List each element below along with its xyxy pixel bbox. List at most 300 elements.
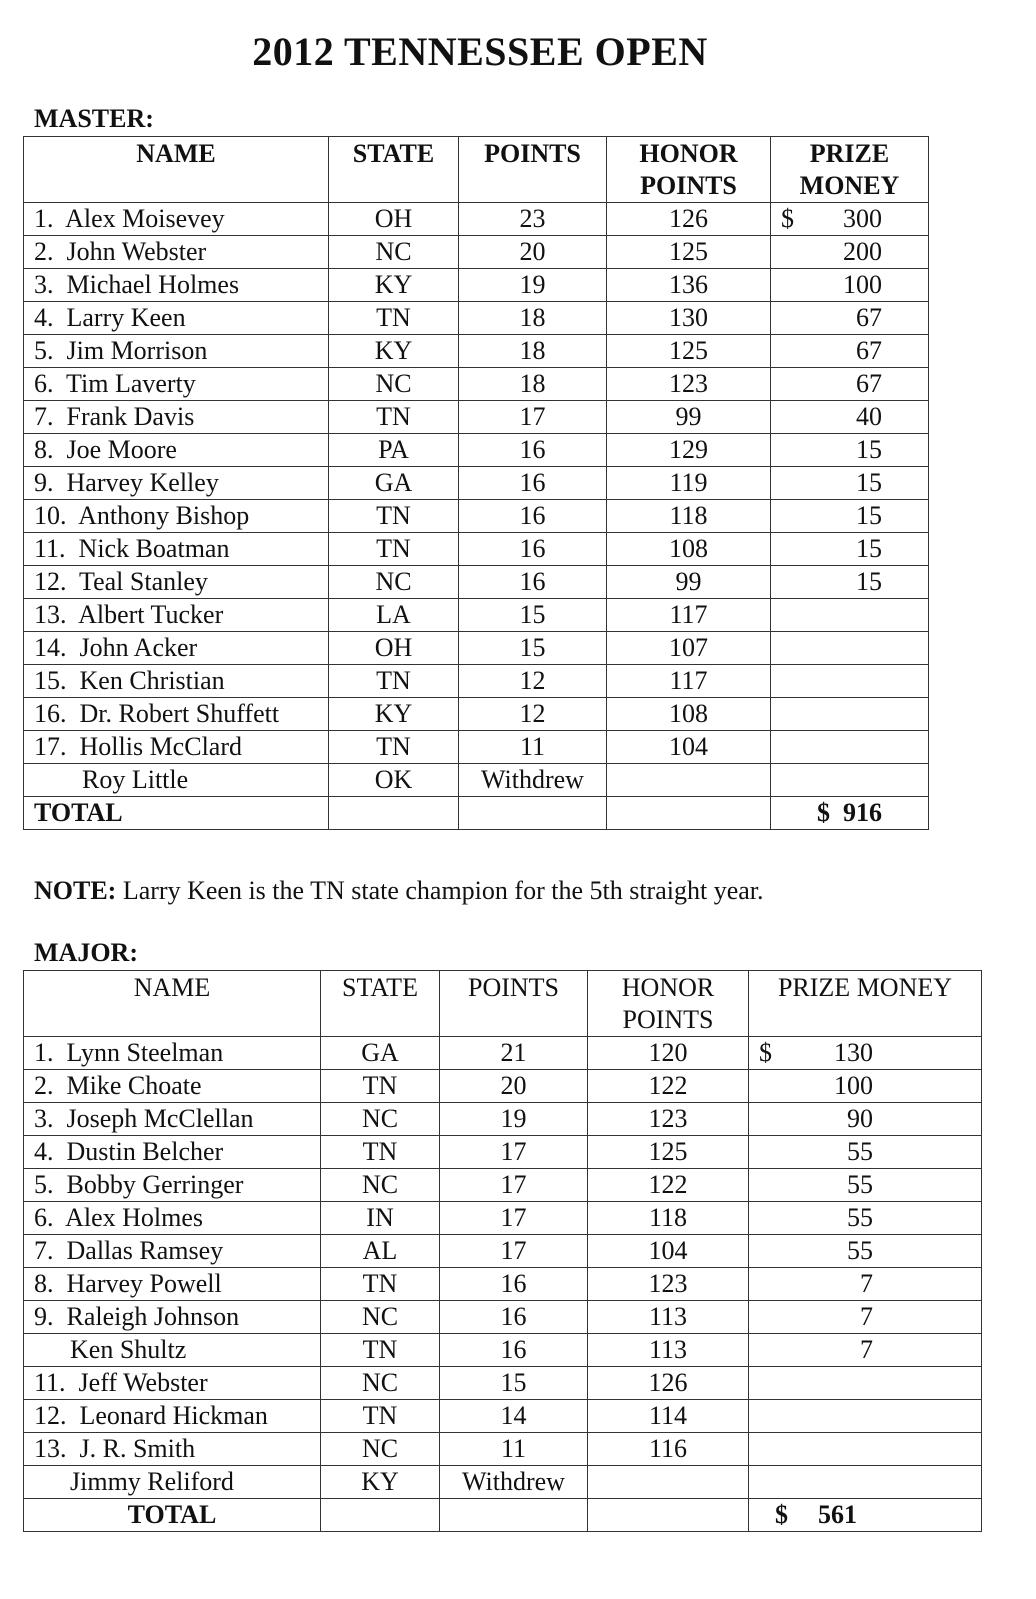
major-cell-honor: 122 <box>588 1070 749 1103</box>
master-header-prize: PRIZE MONEY <box>771 137 929 203</box>
major-cell-state: NC <box>321 1367 440 1400</box>
master-cell-prize-value: 300 <box>843 204 882 233</box>
major-table-row <box>24 1169 982 1202</box>
master-cell-rank: 4. <box>34 303 54 332</box>
master-cell-player: Joe Moore <box>66 435 177 464</box>
major-cell-prize <box>749 1169 982 1202</box>
master-cell-points: 18 <box>459 302 607 335</box>
master-cell-rank: 8. <box>34 435 54 464</box>
master-cell-rank: 7. <box>34 402 54 431</box>
master-cell-state: TN <box>329 302 459 335</box>
major-cell-rank: 5. <box>34 1170 54 1199</box>
major-table-row <box>24 1301 982 1334</box>
master-cell-rank: 3. <box>34 270 54 299</box>
major-cell-prize-value: 55 <box>847 1203 873 1232</box>
master-cell-rank: 6. <box>34 369 54 398</box>
master-cell-state: PA <box>329 434 459 467</box>
major-cell-honor: 116 <box>588 1433 749 1466</box>
major-header-honor: HONOR POINTS <box>588 971 749 1037</box>
master-cell-name <box>24 665 329 698</box>
major-cell-state: TN <box>321 1334 440 1367</box>
master-cell-player: Ken Christian <box>79 666 225 695</box>
major-cell-state: AL <box>321 1235 440 1268</box>
master-cell-name <box>24 731 329 764</box>
major-cell-prize-value: 100 <box>834 1071 873 1100</box>
master-table-row <box>24 698 929 731</box>
master-total-row <box>24 797 929 830</box>
major-cell-points: 21 <box>440 1037 588 1070</box>
master-header-row <box>24 137 929 203</box>
major-cell-rank: 8. <box>34 1269 54 1298</box>
major-cell-points: 17 <box>440 1202 588 1235</box>
major-cell-prize-value: 7 <box>860 1302 873 1331</box>
major-table-body <box>24 1037 982 1499</box>
master-cell-honor: 107 <box>607 632 771 665</box>
page-title: 2012 TENNESSEE OPEN <box>252 29 708 74</box>
master-cell-name <box>24 203 329 236</box>
master-cell-name <box>24 566 329 599</box>
master-cell-player: John Acker <box>79 633 198 662</box>
major-cell-state: TN <box>321 1136 440 1169</box>
master-cell-honor: 117 <box>607 665 771 698</box>
major-cell-prize <box>749 1268 982 1301</box>
master-cell-state: KY <box>329 698 459 731</box>
master-cell-state: LA <box>329 599 459 632</box>
master-cell-prize <box>771 500 929 533</box>
major-cell-points: 11 <box>440 1433 588 1466</box>
major-cell-name <box>24 1268 321 1301</box>
master-cell-prize <box>771 368 929 401</box>
major-cell-points: 16 <box>440 1268 588 1301</box>
major-cell-state: NC <box>321 1169 440 1202</box>
master-cell-honor: 99 <box>607 401 771 434</box>
master-total-prize: $ 916 <box>771 797 929 830</box>
master-cell-state: TN <box>329 533 459 566</box>
master-cell-name <box>24 533 329 566</box>
master-cell-player: Michael Holmes <box>66 270 240 299</box>
major-cell-rank: 3. <box>34 1104 54 1133</box>
master-cell-player: Dr. Robert Shuffett <box>79 699 280 728</box>
major-cell-state: NC <box>321 1103 440 1136</box>
major-cell-state: TN <box>321 1400 440 1433</box>
master-cell-points: 18 <box>459 368 607 401</box>
major-cell-name <box>24 1367 321 1400</box>
master-cell-player: Larry Keen <box>66 303 186 332</box>
master-cell-player: Anthony Bishop <box>78 501 250 530</box>
master-cell-prize-value: 40 <box>856 402 882 431</box>
major-cell-name <box>24 1334 321 1367</box>
master-cell-prize <box>771 764 929 797</box>
master-cell-prize-value: 67 <box>856 336 882 365</box>
major-cell-prize <box>749 1334 982 1367</box>
master-cell-rank: 12. <box>34 567 67 596</box>
master-cell-prize <box>771 467 929 500</box>
master-table-row <box>24 368 929 401</box>
major-cell-player: Jimmy Reliford <box>70 1467 234 1496</box>
master-cell-name <box>24 764 329 797</box>
master-cell-prize-value: 15 <box>856 567 882 596</box>
major-cell-name <box>24 1466 321 1499</box>
master-cell-prize-value: 15 <box>856 534 882 563</box>
master-cell-points: Withdrew <box>459 764 607 797</box>
master-cell-points: 18 <box>459 335 607 368</box>
master-table-row <box>24 599 929 632</box>
major-cell-state: KY <box>321 1466 440 1499</box>
major-total-label: TOTAL <box>24 1499 321 1532</box>
major-header-row <box>24 971 982 1037</box>
major-cell-rank: 4. <box>34 1137 54 1166</box>
master-cell-rank: 1. <box>34 204 54 233</box>
major-cell-player: Ken Shultz <box>70 1335 187 1364</box>
major-cell-state: IN <box>321 1202 440 1235</box>
master-cell-prize <box>771 632 929 665</box>
major-table-row <box>24 1400 982 1433</box>
major-cell-prize <box>749 1433 982 1466</box>
master-table-row <box>24 236 929 269</box>
master-cell-rank: 9. <box>34 468 54 497</box>
master-cell-honor: 99 <box>607 566 771 599</box>
master-cell-state: NC <box>329 236 459 269</box>
major-table-row <box>24 1202 982 1235</box>
major-cell-honor: 126 <box>588 1367 749 1400</box>
major-cell-state: NC <box>321 1301 440 1334</box>
master-cell-rank: 13. <box>34 600 67 629</box>
master-cell-rank: 11. <box>34 534 66 563</box>
master-cell-honor: 108 <box>607 698 771 731</box>
master-cell-player: Teal Stanley <box>79 567 208 596</box>
major-cell-prize-value: 130 <box>834 1038 873 1067</box>
master-cell-honor <box>607 764 771 797</box>
major-cell-player: Jeff Webster <box>78 1368 208 1397</box>
major-cell-prize <box>749 1367 982 1400</box>
master-cell-name <box>24 302 329 335</box>
major-cell-name <box>24 1202 321 1235</box>
master-cell-player: Jim Morrison <box>66 336 208 365</box>
master-table-row <box>24 269 929 302</box>
major-cell-name <box>24 1136 321 1169</box>
major-cell-player: Dustin Belcher <box>66 1137 224 1166</box>
major-cell-points: 17 <box>440 1136 588 1169</box>
major-header-prize: PRIZE MONEY <box>749 971 982 1037</box>
major-cell-prize <box>749 1037 982 1070</box>
master-cell-player: Alex Moisevey <box>65 204 225 233</box>
master-cell-points: 16 <box>459 467 607 500</box>
major-cell-honor <box>588 1466 749 1499</box>
major-cell-prize-value: 55 <box>847 1236 873 1265</box>
master-cell-name <box>24 368 329 401</box>
master-cell-honor: 129 <box>607 434 771 467</box>
major-cell-prize <box>749 1400 982 1433</box>
master-cell-rank: 14. <box>34 633 67 662</box>
master-cell-prize <box>771 665 929 698</box>
master-cell-name <box>24 599 329 632</box>
master-header-honor: HONOR POINTS <box>607 137 771 203</box>
master-cell-points: 15 <box>459 632 607 665</box>
major-cell-honor: 114 <box>588 1400 749 1433</box>
master-cell-name <box>24 269 329 302</box>
master-cell-prize <box>771 203 929 236</box>
major-cell-honor: 113 <box>588 1334 749 1367</box>
master-table-row <box>24 731 929 764</box>
major-table <box>23 970 982 1532</box>
major-cell-prize <box>749 1136 982 1169</box>
master-cell-player: Albert Tucker <box>78 600 224 629</box>
master-cell-prize-value: 100 <box>843 270 882 299</box>
major-cell-prize <box>749 1235 982 1268</box>
major-cell-prize-value: 55 <box>847 1170 873 1199</box>
major-cell-state: TN <box>321 1070 440 1103</box>
master-cell-points: 16 <box>459 434 607 467</box>
master-cell-points: 19 <box>459 269 607 302</box>
major-table-row <box>24 1466 982 1499</box>
major-cell-player: Leonard Hickman <box>79 1401 268 1430</box>
master-header-name: NAME <box>24 137 329 203</box>
major-cell-points: 16 <box>440 1301 588 1334</box>
master-cell-rank: 5. <box>34 336 54 365</box>
major-cell-name <box>24 1301 321 1334</box>
master-cell-state: TN <box>329 500 459 533</box>
major-table-row <box>24 1433 982 1466</box>
note <box>34 876 764 906</box>
major-cell-prize-value: 7 <box>860 1269 873 1298</box>
major-cell-rank: 7. <box>34 1236 54 1265</box>
master-cell-prize <box>771 269 929 302</box>
note-text: Larry Keen is the TN state champion for the 5th straight year. <box>122 876 764 905</box>
master-cell-player: John Webster <box>66 237 207 266</box>
major-cell-player: Raleigh Johnson <box>66 1302 240 1331</box>
master-cell-prize-value: 67 <box>856 369 882 398</box>
major-cell-rank: 9. <box>34 1302 54 1331</box>
master-cell-player: Roy Little <box>82 765 189 794</box>
master-cell-name <box>24 401 329 434</box>
major-cell-points: Withdrew <box>440 1466 588 1499</box>
major-cell-honor: 113 <box>588 1301 749 1334</box>
master-cell-points: 15 <box>459 599 607 632</box>
master-table-row <box>24 467 929 500</box>
master-cell-rank: 17. <box>34 732 67 761</box>
master-cell-honor: 119 <box>607 467 771 500</box>
master-cell-points: 17 <box>459 401 607 434</box>
master-cell-state: NC <box>329 566 459 599</box>
major-cell-name <box>24 1070 321 1103</box>
master-cell-prize-value: 15 <box>856 501 882 530</box>
master-cell-prize <box>771 401 929 434</box>
master-table-row <box>24 764 929 797</box>
master-header-state: STATE <box>329 137 459 203</box>
master-cell-name <box>24 467 329 500</box>
major-cell-honor: 118 <box>588 1202 749 1235</box>
master-cell-honor: 117 <box>607 599 771 632</box>
major-cell-state: NC <box>321 1433 440 1466</box>
master-cell-player: Tim Laverty <box>66 369 196 398</box>
master-table-row <box>24 500 929 533</box>
master-table-row <box>24 632 929 665</box>
major-cell-player: Harvey Powell <box>66 1269 222 1298</box>
major-header-state: STATE <box>321 971 440 1037</box>
major-cell-points: 17 <box>440 1235 588 1268</box>
master-header-points: POINTS <box>459 137 607 203</box>
master-cell-prize <box>771 236 929 269</box>
major-cell-rank: 1. <box>34 1038 54 1067</box>
master-table-row <box>24 302 929 335</box>
master-cell-points: 20 <box>459 236 607 269</box>
master-table-body <box>24 203 929 797</box>
master-cell-rank: 2. <box>34 237 54 266</box>
master-cell-honor: 104 <box>607 731 771 764</box>
major-cell-name <box>24 1037 321 1070</box>
master-cell-player: Hollis McClard <box>79 732 242 761</box>
major-cell-points: 15 <box>440 1367 588 1400</box>
major-cell-dollar: $ <box>759 1038 772 1067</box>
major-cell-prize-value: 7 <box>860 1335 873 1364</box>
master-table-row <box>24 203 929 236</box>
master-total-label: TOTAL <box>24 797 329 830</box>
major-cell-state: GA <box>321 1037 440 1070</box>
master-table <box>23 136 929 830</box>
master-cell-points: 11 <box>459 731 607 764</box>
master-cell-player: Nick Boatman <box>78 534 230 563</box>
major-table-row <box>24 1367 982 1400</box>
master-cell-prize <box>771 335 929 368</box>
master-cell-prize <box>771 434 929 467</box>
major-cell-prize <box>749 1103 982 1136</box>
major-cell-rank: 12. <box>34 1401 67 1430</box>
major-table-row <box>24 1136 982 1169</box>
major-cell-rank: 13. <box>34 1434 67 1463</box>
major-cell-player: Joseph McClellan <box>66 1104 254 1133</box>
master-cell-rank: 16. <box>34 699 67 728</box>
master-cell-prize-value: 15 <box>856 468 882 497</box>
master-cell-prize-value: 15 <box>856 435 882 464</box>
master-table-row <box>24 533 929 566</box>
major-cell-prize <box>749 1301 982 1334</box>
master-cell-honor: 123 <box>607 368 771 401</box>
major-cell-name <box>24 1400 321 1433</box>
major-cell-rank: 6. <box>34 1203 54 1232</box>
master-table-row <box>24 335 929 368</box>
note-label: NOTE: <box>34 876 117 905</box>
master-cell-honor: 126 <box>607 203 771 236</box>
major-cell-name <box>24 1103 321 1136</box>
master-cell-state: TN <box>329 731 459 764</box>
major-cell-player: J. R. Smith <box>79 1434 196 1463</box>
master-cell-state: KY <box>329 335 459 368</box>
major-cell-prize <box>749 1070 982 1103</box>
master-table-row <box>24 665 929 698</box>
master-cell-prize <box>771 731 929 764</box>
master-cell-state: OH <box>329 203 459 236</box>
master-cell-name <box>24 335 329 368</box>
master-cell-state: KY <box>329 269 459 302</box>
master-cell-points: 12 <box>459 698 607 731</box>
major-cell-prize <box>749 1466 982 1499</box>
master-cell-player: Harvey Kelley <box>66 468 219 497</box>
master-cell-prize <box>771 566 929 599</box>
master-cell-state: OH <box>329 632 459 665</box>
major-table-row <box>24 1268 982 1301</box>
master-cell-state: TN <box>329 401 459 434</box>
major-cell-state: TN <box>321 1268 440 1301</box>
master-cell-rank: 15. <box>34 666 67 695</box>
major-cell-points: 20 <box>440 1070 588 1103</box>
major-table-row <box>24 1334 982 1367</box>
major-cell-points: 16 <box>440 1334 588 1367</box>
master-cell-points: 16 <box>459 533 607 566</box>
major-cell-player: Mike Choate <box>66 1071 202 1100</box>
master-cell-honor: 125 <box>607 236 771 269</box>
major-cell-player: Alex Holmes <box>65 1203 203 1232</box>
master-cell-prize <box>771 599 929 632</box>
major-total-row <box>24 1499 982 1532</box>
master-cell-prize <box>771 698 929 731</box>
master-cell-dollar: $ <box>781 204 794 233</box>
master-cell-prize-value: 67 <box>856 303 882 332</box>
major-cell-player: Lynn Steelman <box>66 1038 224 1067</box>
master-cell-name <box>24 632 329 665</box>
master-cell-name <box>24 434 329 467</box>
master-section-label: MASTER: <box>34 104 154 133</box>
major-cell-honor: 122 <box>588 1169 749 1202</box>
major-cell-points: 14 <box>440 1400 588 1433</box>
major-cell-honor: 120 <box>588 1037 749 1070</box>
master-cell-name <box>24 698 329 731</box>
master-cell-honor: 118 <box>607 500 771 533</box>
master-table-row <box>24 401 929 434</box>
major-header-points: POINTS <box>440 971 588 1037</box>
major-cell-player: Dallas Ramsey <box>66 1236 224 1265</box>
master-cell-prize <box>771 302 929 335</box>
master-cell-points: 23 <box>459 203 607 236</box>
master-cell-prize <box>771 533 929 566</box>
major-cell-name <box>24 1169 321 1202</box>
major-cell-points: 17 <box>440 1169 588 1202</box>
major-cell-rank: 2. <box>34 1071 54 1100</box>
major-cell-honor: 104 <box>588 1235 749 1268</box>
major-cell-prize <box>749 1202 982 1235</box>
master-cell-state: NC <box>329 368 459 401</box>
major-cell-name <box>24 1235 321 1268</box>
major-cell-prize-value: 90 <box>847 1104 873 1133</box>
master-cell-honor: 108 <box>607 533 771 566</box>
master-cell-name <box>24 500 329 533</box>
major-cell-points: 19 <box>440 1103 588 1136</box>
master-cell-rank: 10. <box>34 501 67 530</box>
master-cell-name <box>24 236 329 269</box>
master-cell-prize-value: 200 <box>843 237 882 266</box>
major-cell-honor: 125 <box>588 1136 749 1169</box>
major-header-name: NAME <box>24 971 321 1037</box>
master-cell-player: Frank Davis <box>66 402 195 431</box>
master-cell-state: OK <box>329 764 459 797</box>
major-total-prize: $ 561 <box>749 1499 982 1532</box>
major-cell-honor: 123 <box>588 1268 749 1301</box>
major-table-row <box>24 1103 982 1136</box>
master-cell-state: TN <box>329 665 459 698</box>
master-cell-points: 16 <box>459 500 607 533</box>
major-section-label: MAJOR: <box>34 938 138 967</box>
master-cell-points: 16 <box>459 566 607 599</box>
major-cell-honor: 123 <box>588 1103 749 1136</box>
major-cell-prize-value: 55 <box>847 1137 873 1166</box>
major-table-row <box>24 1070 982 1103</box>
master-cell-honor: 130 <box>607 302 771 335</box>
master-cell-honor: 136 <box>607 269 771 302</box>
master-cell-points: 12 <box>459 665 607 698</box>
major-cell-rank: 11. <box>34 1368 66 1397</box>
master-table-row <box>24 566 929 599</box>
major-cell-player: Bobby Gerringer <box>66 1170 244 1199</box>
major-table-row <box>24 1235 982 1268</box>
